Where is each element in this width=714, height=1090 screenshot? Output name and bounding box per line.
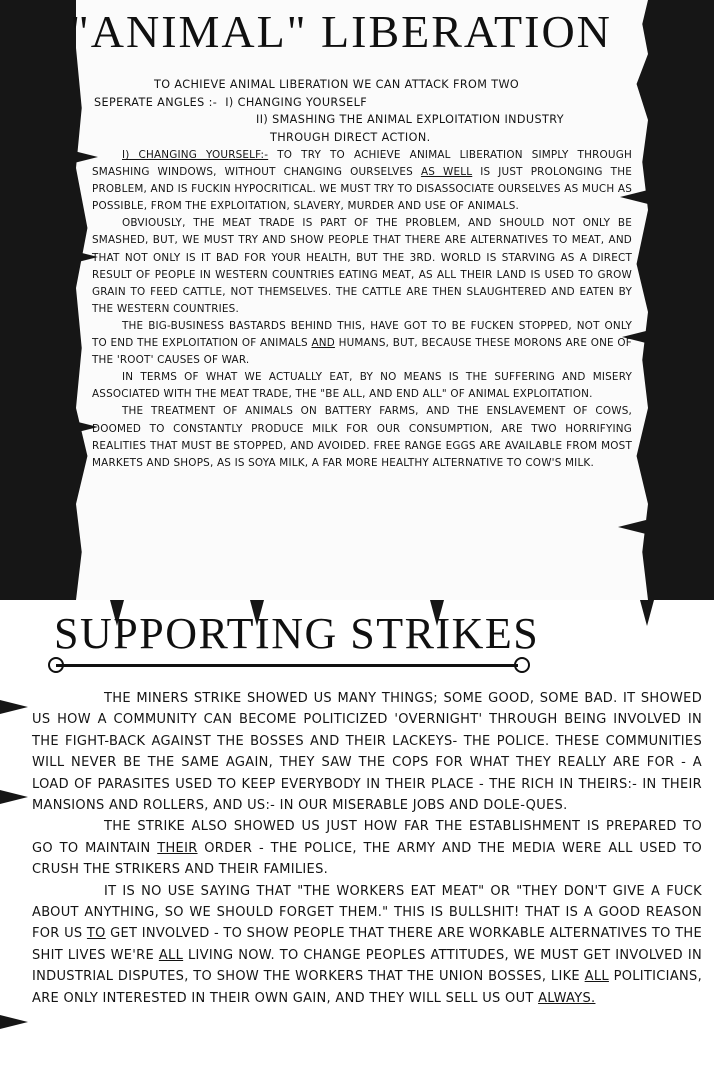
- supporting-strikes-body: [32, 688, 702, 1009]
- paragraph-text: IT IS NO USE SAYING THAT "THE WORKERS EAT MEAT" OR "THEY DON'T GIVE A FUCK ABOUT ANYTHING, SO WE SHOULD FORGET THEM." THIS IS BULLSHIT! THAT IS A GOOD REASON FOR US: [32, 883, 702, 942]
- paragraph: IN TERMS OF WHAT WE ACTUALLY EAT, BY NO MEANS IS THE SUFFERING AND MISERY ASSOCIATED WITH THE MEAT TRADE, THE "BE ALL, AND END ALL" OF ANIMAL EXPLOITATION.: [92, 371, 632, 401]
- frame-spike: [0, 1015, 28, 1029]
- list-item-1: I) CHANGING YOURSELF: [225, 95, 368, 109]
- underlined-text: ALWAYS.: [538, 990, 596, 1006]
- underlined-text: AS WELL: [420, 166, 473, 179]
- paragraph-text: IS JUST PROLONGING THE PROBLEM, AND IS FUCKIN HYPOCRITICAL. WE MUST TRY TO DISASSOCIATE OURSELVES AS MUCH AS POSSIBLE, FROM THE EXPLOITATION, SLAVERY, MURDER AND USE OF ANIMALS.: [92, 166, 632, 213]
- intro-block: [94, 76, 634, 146]
- animal-liberation-title: "ANIMAL" LIBERATION: [70, 6, 612, 57]
- paragraph-text: THE BIG-BUSINESS BASTARDS BEHIND THIS, HAVE GOT TO BE FUCKEN STOPPED, NOT ONLY TO END THE EXPLOITATION OF ANIMALS: [92, 319, 632, 350]
- animal-liberation-body: [92, 147, 632, 472]
- paragraph-text: LIVING NOW. TO CHANGE PEOPLES ATTITUDES, WE MUST GET INVOLVED IN INDUSTRIAL DISPUTES, TO SHOW THE WORKERS THAT THE UNION BOSSES, LIKE: [32, 947, 702, 985]
- paragraph: [32, 816, 702, 880]
- title-underline: [56, 664, 518, 667]
- frame-spike: [640, 600, 654, 626]
- underlined-text: ALL: [584, 969, 609, 985]
- scroll-ornament-left: [48, 657, 64, 673]
- paragraph-text: GET INVOLVED - TO SHOW PEOPLE THAT THERE ARE WORKABLE ALTERNATIVES TO THE SHIT LIVES WE'RE: [32, 926, 702, 963]
- underlined-text: TO: [86, 926, 106, 942]
- paragraph-text: THE STRIKE ALSO SHOWED US JUST HOW FAR THE ESTABLISHMENT IS PREPARED TO GO TO MAINTAIN: [32, 819, 702, 856]
- intro-line-2-row: [94, 94, 634, 112]
- paragraph: [92, 147, 632, 215]
- paragraph: [92, 318, 632, 369]
- frame-spike: [0, 790, 28, 804]
- scroll-ornament-right: [514, 657, 530, 673]
- intro-line-1: TO ACHIEVE ANIMAL LIBERATION WE CAN ATTACK FROM TWO: [154, 78, 520, 91]
- underlined-text: AND: [311, 337, 335, 350]
- paragraph: THE MINERS STRIKE SHOWED US MANY THINGS; SOME GOOD, SOME BAD. IT SHOWED US HOW A COMMUNITY CAN BECOME POLITICIZED 'OVERNIGHT' THROUGH BEING INVOLVED IN THE FIGHT-BACK AGAINST THE BOSSES AND THEIR LACKEYS- THE POLICE. THESE COMMUNITIES WILL NEVER BE THE SAME AGAIN, THEY SAW THE COPS FOR WHAT THEY REALLY ARE FOR - A LOAD OF PARASITES USED TO KEEP EVERYBODY IN THEIR PLACE - THE RICH IN THEIRS:- IN THEIR MANSIONS AND ROLLERS, AND US:- IN OUR MISERABLE JOBS AND DOLE-QUES.: [32, 691, 702, 814]
- supporting-strikes-title: SUPPORTING STRIKES: [54, 609, 540, 658]
- paragraph: THE TREATMENT OF ANIMALS ON BATTERY FARMS, AND THE ENSLAVEMENT OF COWS, DOOMED TO CONSTANTLY PRODUCE MILK FOR OUR CONSUMPTION, ARE TWO HORRIFYING REALITIES THAT MUST BE STOPPED, AND AVOIDED. FREE RANGE EGGS ARE AVAILABLE FROM MOST MARKETS AND SHOPS, AS IS SOYA MILK, A FAR MORE HEALTHY ALTERNATIVE TO COW'S MILK.: [92, 405, 632, 469]
- list-item-2: II) SMASHING THE ANIMAL EXPLOITATION INDUSTRY: [256, 113, 564, 126]
- frame-spike: [618, 520, 646, 534]
- underlined-text: ALL: [158, 947, 184, 963]
- paragraph-text: ORDER - THE POLICE, THE ARMY AND THE MEDIA WERE ALL USED TO CRUSH THE STRIKERS AND THEIR FAMILIES.: [32, 840, 702, 878]
- paragraph-text: POLITICIANS, ARE ONLY INTERESTED IN THEIR OWN GAIN, AND THEY WILL SELL US OUT: [32, 969, 703, 1006]
- paragraph-text: HUMANS, BUT, BECAUSE THESE MORONS ARE ONE OF THE 'ROOT' CAUSES OF WAR.: [92, 337, 632, 367]
- paragraph: OBVIOUSLY, THE MEAT TRADE IS PART OF THE PROBLEM, AND SHOULD NOT ONLY BE SMASHED, BUT, WE MUST TRY AND SHOW PEOPLE THAT THERE ARE ALTERNATIVES TO MEAT, AND THAT NOT ONLY IS IT BAD FOR YOUR HEALTH, BUT THE 3RD. WORLD IS STARVING AS A DIRECT RESULT OF PEOPLE IN WESTERN COUNTRIES EATING MEAT, AS ALL THEIR LAND IS USED TO GROW GRAIN TO FEED CATTLE, NOT THEMSELVES. THE CATTLE ARE THEN SLAUGHTERED AND EATEN BY THE WESTERN COUNTRIES.: [92, 217, 632, 315]
- frame-spike: [0, 700, 28, 714]
- paragraph-text: TO TRY TO ACHIEVE ANIMAL LIBERATION SIMPLY THROUGH SMASHING WINDOWS, WITHOUT CHANGING OURSELVES: [92, 149, 632, 179]
- underlined-text: THEIR: [157, 840, 198, 856]
- paragraph: [32, 881, 702, 1009]
- section-label: I) CHANGING YOURSELF:-: [122, 149, 269, 161]
- list-item-2-cont: THROUGH DIRECT ACTION.: [270, 130, 431, 144]
- intro-line-2: SEPERATE ANGLES :-: [94, 95, 218, 109]
